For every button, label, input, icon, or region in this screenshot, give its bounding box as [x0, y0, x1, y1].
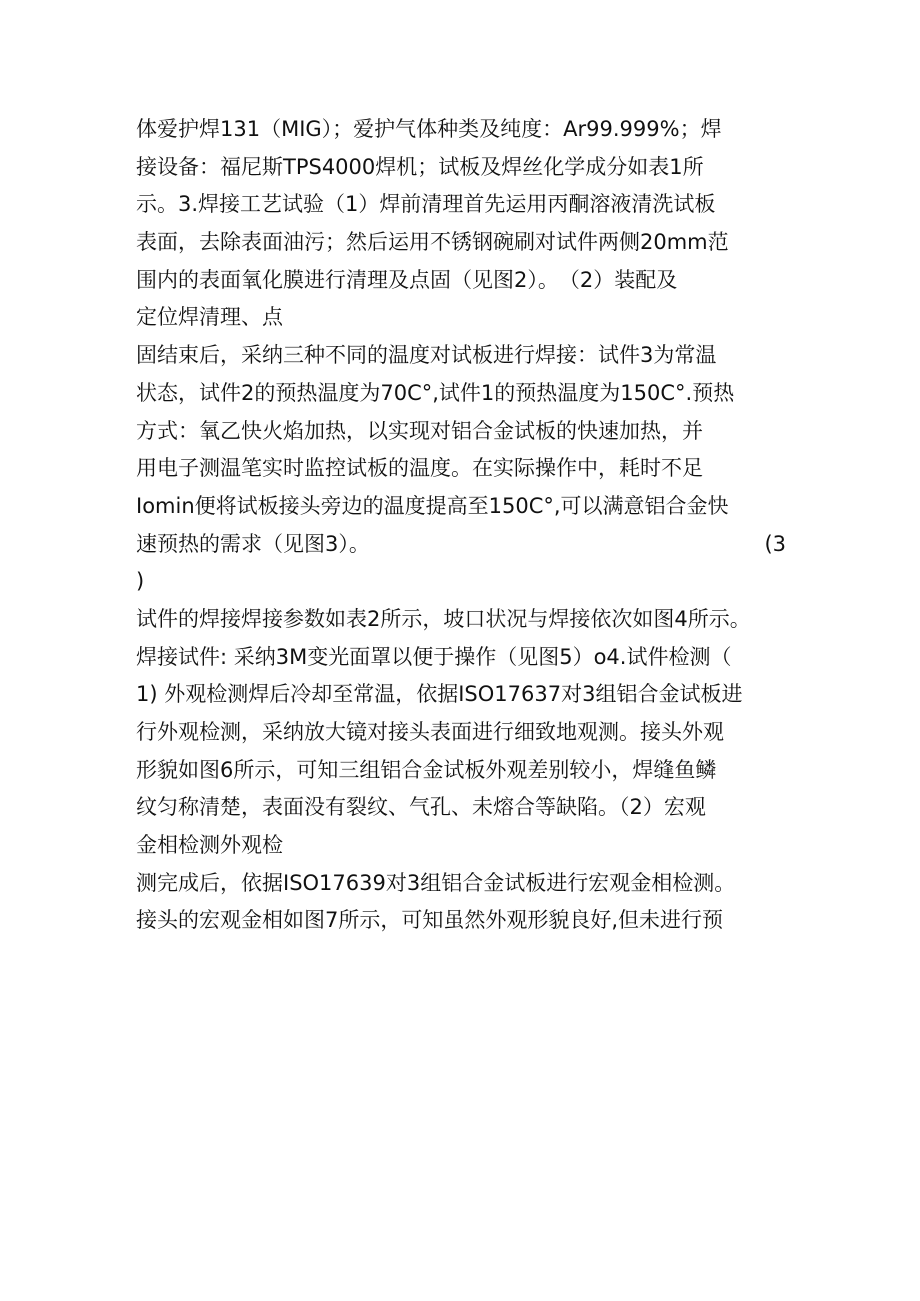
text-line: 示。3.焊接工艺试验（1）焊前清理首先运用丙酮溶液清洗试板 [136, 192, 716, 217]
text-line: 围内的表面氧化膜进行清理及点固（见图2）。 （2）装配及 [136, 267, 678, 292]
text-line: 焊接试件: 采纳3M变光面罩以便于操作（见图5）o4.试件检测（ [136, 644, 732, 669]
text-line: 行外观检测，采纳放大镜对接头表面进行细致地观测。接头外观 [136, 720, 724, 744]
text-line-left: 速预热的需求（见图3）。 [136, 531, 370, 556]
text-line: 接头的宏观金相如图7所示，可知虽然外观形貌良好,但未进行预 [136, 908, 724, 933]
text-line: 方式：氧乙快火焰加热，以实现对铝合金试板的快速加热，并 [136, 418, 703, 443]
text-line: 表面，去除表面油污；然后运用不锈钢碗刷对试件两侧20mm范 [136, 230, 729, 255]
text-line: ) [136, 569, 145, 594]
text-line: 金相检测外观检 [136, 833, 283, 858]
text-line: Iomin便将试板接头旁边的温度提高至150C°,可以满意铝合金快 [136, 493, 729, 518]
text-line: 体爱护焊131（MIG）；爱护气体种类及纯度：Ar99.999%；焊 [136, 117, 722, 141]
text-line: 接设备：福尼斯TPS4000焊机；试板及焊丝化学成分如表1所 [136, 154, 704, 179]
text-line-right: (3 [764, 531, 786, 556]
text-line: 定位焊清理、点 [136, 305, 283, 330]
text-line: 固结束后，采纳三种不同的温度对试板进行焊接：试件3为常温 [136, 343, 717, 368]
text-line: 状态，试件2的预热温度为70C°,试件1的预热温度为150C°.预热 [136, 380, 735, 405]
document-body [136, 111, 786, 940]
text-line: 形貌如图6所示，可知三组铝合金试板外观差别较小，焊缝鱼鳞 [136, 757, 717, 782]
text-line [136, 526, 786, 564]
text-line: 1) 外观检测焊后冷却至常温，依据ISO17637对3组铝合金试板进 [136, 682, 743, 707]
text-line: 试件的焊接焊接参数如表2所示，坡口状况与焊接依次如图4所示。 [136, 606, 751, 631]
text-line: 用电子测温笔实时监控试板的温度。在实际操作中，耗时不足 [136, 456, 703, 481]
text-line: 纹匀称清楚，表面没有裂纹、气孔、未熔合等缺陷。（2）宏观 [136, 795, 706, 820]
text-line: 测完成后，依据ISO17639对3组铝合金试板进行宏观金相检测。 [136, 870, 736, 895]
